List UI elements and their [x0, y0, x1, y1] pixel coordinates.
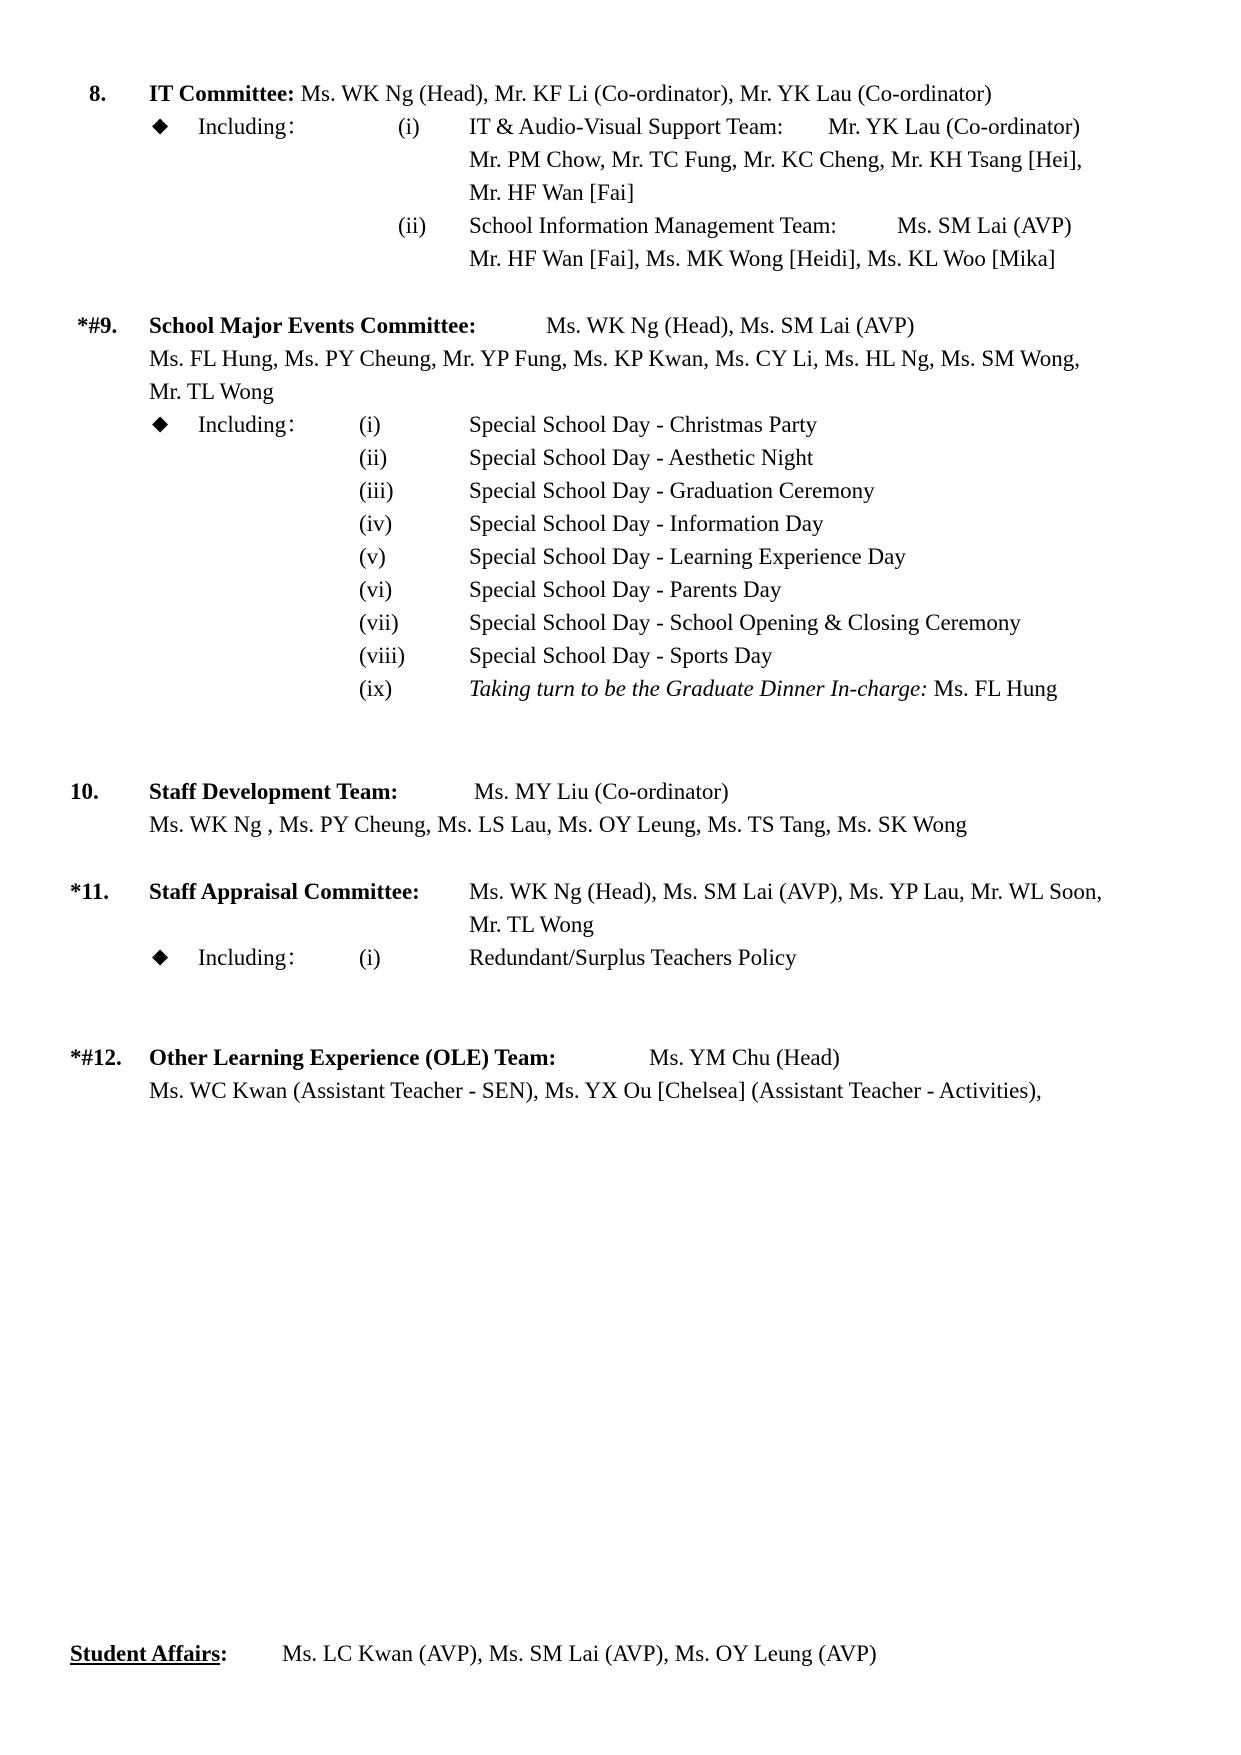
section-title: Staff Appraisal Committee:	[149, 879, 420, 904]
item-number: (i)	[359, 412, 381, 437]
item-number: (iv)	[359, 511, 393, 536]
item-number: (ii)	[359, 445, 388, 470]
item-members-line: Mr. PM Chow, Mr. TC Fung, Mr. KC Cheng, Mr. KH Tsang [Hei],	[469, 147, 1083, 172]
item-title: School Information Management Team:	[469, 213, 837, 238]
section-members-line: Ms. WK Ng (Head), Ms. SM Lai (AVP), Ms. YP Lau, Mr. WL Soon,	[469, 879, 1103, 904]
section-lead: Ms. YM Chu (Head)	[649, 1045, 840, 1070]
student-affairs-label: Student Affairs	[70, 1641, 221, 1666]
student-affairs-heading	[70, 1642, 228, 1665]
including-label: Including：	[198, 114, 310, 139]
item-italic-text: Taking turn to be the Graduate Dinner In-charge:	[469, 676, 928, 701]
item-text: Special School Day - School Opening & Closing Ceremony	[469, 610, 1021, 635]
student-affairs-colon: :	[220, 1641, 228, 1666]
item-lead: Mr. YK Lau (Co-ordinator)	[828, 114, 1081, 139]
section-members-line: Mr. TL Wong	[469, 912, 594, 937]
item-number: (v)	[359, 544, 386, 569]
item-text: Ms. FL Hung	[927, 676, 1058, 701]
item-number: (vii)	[359, 610, 399, 635]
diamond-bullet-icon: ◆	[152, 944, 169, 968]
section-title: IT Committee:	[149, 81, 295, 106]
section-number: 8.	[89, 81, 107, 106]
item-number: (vi)	[359, 577, 393, 602]
item-text: Special School Day - Christmas Party	[469, 412, 818, 437]
section-members-line: Ms. WK Ng , Ms. PY Cheung, Ms. LS Lau, Ms. OY Leung, Ms. TS Tang, Ms. SK Wong	[149, 812, 968, 837]
item-text: Redundant/Surplus Teachers Policy	[469, 945, 797, 970]
section-members-line: Ms. FL Hung, Ms. PY Cheung, Mr. YP Fung, Ms. KP Kwan, Ms. CY Li, Ms. HL Ng, Ms. SM Wong,	[149, 346, 1081, 371]
item-number: (ix)	[359, 676, 393, 701]
item-text: Special School Day - Information Day	[469, 511, 824, 536]
section-title: Other Learning Experience (OLE) Team:	[149, 1045, 557, 1070]
item-title: IT & Audio-Visual Support Team:	[469, 114, 784, 139]
section-number: *#12.	[70, 1045, 122, 1070]
section-members-line: Mr. TL Wong	[149, 379, 274, 404]
item-number: (i)	[359, 945, 381, 970]
section-number: 10.	[70, 779, 99, 804]
section-number: *11.	[70, 879, 109, 904]
section-lead: Ms. WK Ng (Head), Ms. SM Lai (AVP)	[546, 313, 915, 338]
item-members-line: Mr. HF Wan [Fai]	[469, 180, 635, 205]
diamond-bullet-icon: ◆	[152, 411, 169, 435]
item-line	[469, 677, 1057, 700]
section-members-line: Ms. WC Kwan (Assistant Teacher - SEN), Ms. YX Ou [Chelsea] (Assistant Teacher - Activities),	[149, 1078, 1042, 1103]
section-title: School Major Events Committee:	[149, 313, 477, 338]
diamond-bullet-icon: ◆	[152, 113, 169, 137]
including-label: Including：	[198, 412, 310, 437]
section-title: Staff Development Team:	[149, 779, 399, 804]
student-affairs-members: Ms. LC Kwan (AVP), Ms. SM Lai (AVP), Ms. OY Leung (AVP)	[282, 1641, 877, 1666]
item-text: Special School Day - Parents Day	[469, 577, 782, 602]
item-text: Special School Day - Learning Experience Day	[469, 544, 906, 569]
item-text: Special School Day - Sports Day	[469, 643, 773, 668]
item-members-line: Mr. HF Wan [Fai], Ms. MK Wong [Heidi], Ms. KL Woo [Mika]	[469, 246, 1056, 271]
including-label: Including：	[198, 945, 310, 970]
item-text: Special School Day - Aesthetic Night	[469, 445, 814, 470]
item-number: (i)	[398, 114, 420, 139]
item-number: (ii)	[398, 213, 427, 238]
item-number: (iii)	[359, 478, 394, 503]
item-text: Special School Day - Graduation Ceremony	[469, 478, 875, 503]
item-lead: Ms. SM Lai (AVP)	[897, 213, 1072, 238]
section-members: Ms. WK Ng (Head), Mr. KF Li (Co-ordinator), Mr. YK Lau (Co-ordinator)	[300, 81, 992, 106]
section-number: *#9.	[77, 313, 118, 338]
section-heading-line	[149, 82, 992, 105]
item-number: (viii)	[359, 643, 405, 668]
section-lead: Ms. MY Liu (Co-ordinator)	[474, 779, 729, 804]
